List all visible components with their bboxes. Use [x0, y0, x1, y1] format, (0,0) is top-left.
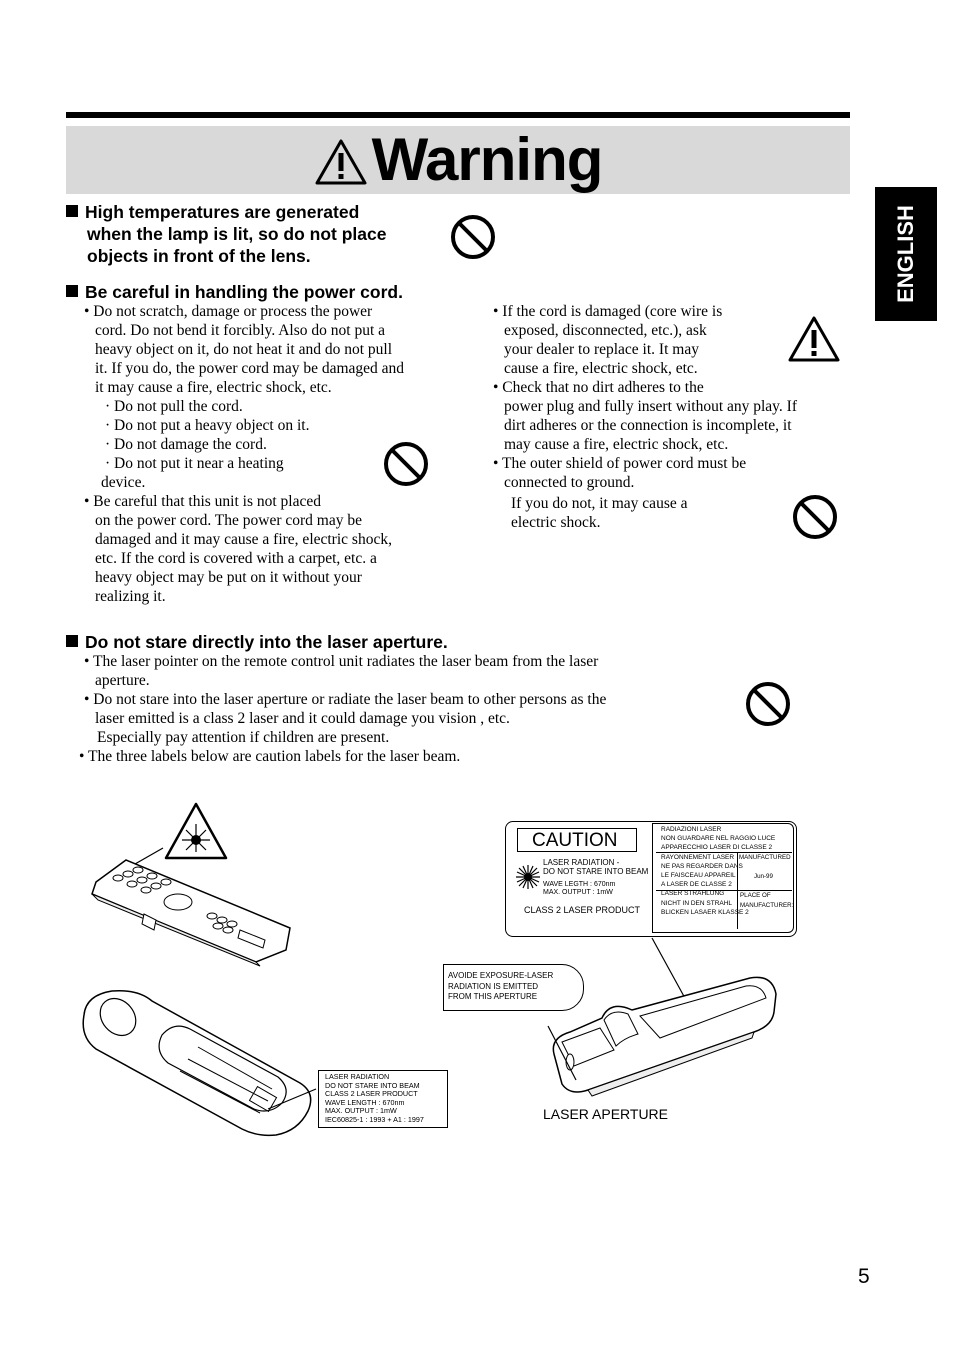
text-line: • The laser pointer on the remote control unit radiates the laser beam from the laser [84, 653, 599, 670]
label-line: RADIATION IS EMITTED [448, 981, 539, 991]
text-line: etc. If the cord is covered with a carpet, etc. a [95, 550, 377, 567]
label-line: IEC60825-1 : 1993 + A1 : 1997 [325, 1114, 424, 1124]
bullet-square [66, 285, 78, 297]
text-line: Especially pay attention if children are present. [97, 729, 390, 746]
warning-triangle-icon [787, 314, 841, 364]
text-line: • Do not stare into the laser aperture or radiate the laser beam to other persons as the [84, 691, 607, 708]
heading-line: High temperatures are generated [85, 202, 360, 222]
place-of-manufacture [740, 891, 793, 911]
text-line: on the power cord. The power cord may be [95, 512, 362, 529]
avoid-exposure-text [448, 971, 553, 1003]
laser-hazard-icon [166, 804, 226, 858]
label-line: NON GUARDARE NEL RAGGIO LUCE [661, 835, 776, 843]
manufactured-date: Jun-99 [754, 873, 773, 880]
caution-heading: CAUTION [517, 828, 637, 852]
label-line: MAX. OUTPUT : 1mW [325, 1106, 397, 1116]
label-line: NICHT IN DEN STRAHL [661, 899, 733, 907]
label-line: FROM THIS APERTURE [448, 992, 538, 1001]
text-line: it may cause a fire, electric shock, etc. [95, 379, 332, 396]
section3-heading [66, 631, 448, 653]
heading-text: Be careful in handling the power cord. [85, 282, 403, 302]
text-line: device. [101, 474, 146, 491]
label-line: LASER RADIATION [325, 1072, 390, 1081]
heading-line: when the lamp is lit, so do not place [87, 224, 387, 244]
text-line: • The outer shield of power cord must be [493, 455, 747, 472]
label-line: WAVE LENGTH : 670nm [325, 1097, 405, 1107]
text-line: aperture. [95, 672, 150, 689]
label-line: MAX. OUTPUT : 1mW [543, 889, 613, 896]
remote-control-illustration [60, 790, 320, 970]
text-line: may cause a fire, electric shock, etc. [504, 436, 729, 453]
text-line: · Do not pull the cord. [105, 398, 243, 415]
prohibition-icon [745, 681, 791, 727]
prohibition-icon [450, 214, 496, 260]
text-line: • Be careful that this unit is not placed [84, 493, 322, 510]
text-line: • Check that no dirt adheres to the [493, 379, 704, 396]
label-line: A LASER DE CLASSE 2 [661, 881, 732, 889]
label-line: PLACE OF [740, 892, 771, 899]
label-line: APPARECCHIO LASER DI CLASSE 2 [661, 844, 773, 852]
text-line: damaged and it may cause a fire, electric shock, [95, 531, 392, 548]
text-line: · Do not put it near a heating [105, 455, 284, 472]
text-line: · Do not put a heavy object on it. [105, 417, 310, 434]
label-line: CLASS 2 LASER PRODUCT [325, 1089, 418, 1099]
label-line: AVOIDE EXPOSURE-LASER [448, 971, 554, 980]
label-line: LASER RADIATION - [543, 858, 620, 867]
prohibition-icon [383, 441, 429, 487]
section2-heading [66, 281, 403, 303]
text-line: • The three labels below are caution labels for the laser beam. [79, 748, 461, 765]
caution-lines [543, 858, 648, 876]
top-rule [66, 112, 850, 118]
heading-text: Do not stare directly into the laser aperture. [85, 632, 448, 652]
label-line: WAVE LEGTH : 670nm [543, 881, 616, 888]
bullet-square [66, 635, 78, 647]
text-line: • Do not scratch, damage or process the power [84, 303, 373, 320]
text-line: cord. Do not bend it forcibly. Also do not put a [95, 322, 386, 339]
label-line: MANUFACTURER: [740, 902, 794, 909]
warning-triangle-icon [314, 137, 368, 187]
laser-burst-icon [515, 864, 541, 890]
laser-aperture-caption: LASER APERTURE [543, 1106, 669, 1122]
laser-class-label-text [325, 1073, 424, 1125]
page-number: 5 [858, 1265, 870, 1288]
power-cord-right-text [493, 302, 797, 532]
text-line: it. If you do, the power cord may be damaged and [95, 360, 405, 377]
text-line: realizing it. [95, 588, 166, 605]
label-line: DO NOT STARE INTO BEAM [543, 867, 649, 876]
remote-control-back-illustration [72, 985, 322, 1140]
text-line: laser emitted is a class 2 laser and it could damage you vision , etc. [95, 710, 510, 727]
manufactured-label: MANUFACTURED [739, 854, 791, 861]
text-line: heavy object on it, do not heat it and do not pull [95, 341, 393, 358]
text-line: dirt adheres or the connection is incomplete, it [504, 417, 792, 434]
laser-text [79, 652, 607, 766]
label-line: RAYONNEMENT LASER [661, 853, 735, 861]
label-line: DO NOT STARE INTO BEAM [325, 1080, 420, 1090]
text-line: · Do not damage the cord. [105, 436, 267, 453]
title-row [66, 126, 850, 194]
language-tab-label: ENGLISH [893, 205, 918, 303]
text-line: your dealer to replace it. It may [504, 341, 699, 358]
text-line: heavy object may be put on it without your [95, 569, 362, 586]
label-line: NE PAS REGARDER DANS [661, 862, 743, 870]
label-line: RADIAZIONI LASER [661, 826, 722, 833]
text-line: If you do not, it may cause a [511, 495, 688, 512]
text-line: cause a fire, electric shock, etc. [504, 360, 698, 377]
label-line: LE FAISCEAU APPAREIL [661, 872, 736, 880]
section1-heading [66, 201, 386, 267]
text-line: connected to ground. [504, 474, 635, 491]
caution-spec [543, 881, 615, 897]
heading-line: objects in front of the lens. [87, 246, 311, 266]
power-cord-left-text [84, 302, 404, 606]
caution-class: CLASS 2 LASER PRODUCT [524, 905, 641, 915]
text-line: • If the cord is damaged (core wire is [493, 303, 723, 320]
text-line: exposed, disconnected, etc.), ask [504, 322, 707, 339]
remote-control-top-illustration [540, 930, 780, 1100]
text-line: electric shock. [511, 514, 601, 531]
label-line: LASER STRAHLUNG [661, 890, 725, 898]
label-line: BLICKEN LASAER KLASSE 2 [661, 908, 749, 916]
prohibition-icon [792, 494, 838, 540]
text-line: power plug and fully insert without any play. If [504, 398, 798, 415]
bullet-square [66, 205, 78, 217]
page-title: Warning [371, 126, 603, 193]
language-tab [875, 187, 937, 321]
